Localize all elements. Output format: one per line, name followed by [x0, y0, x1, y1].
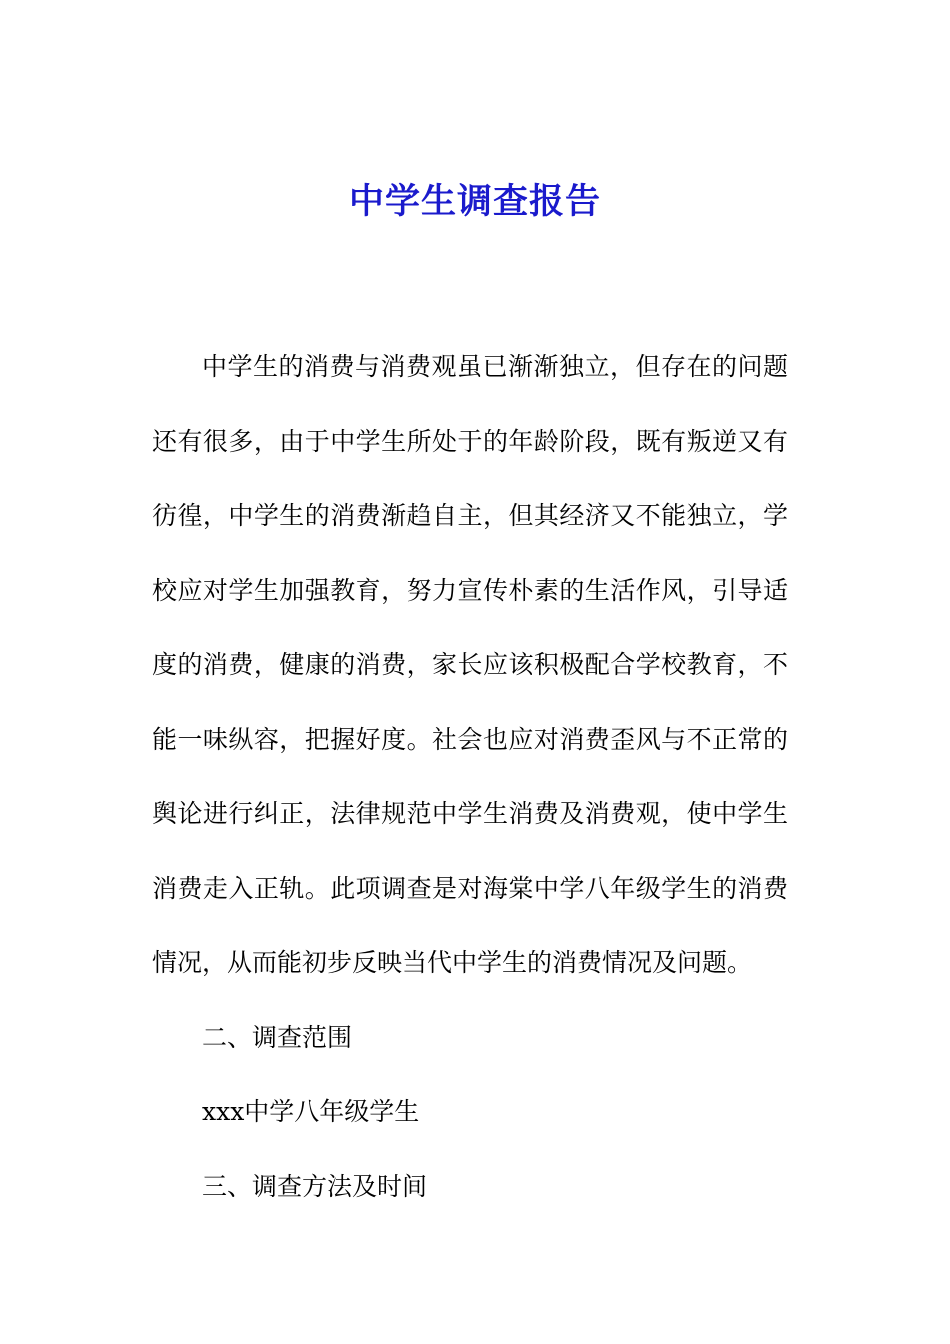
- scope-paragraph: xxx中学八年级学生: [202, 1097, 420, 1126]
- intro-paragraph: 中学生的消费与消费观虽已渐渐独立，但存在的问题还有很多，由于中学生所处于的年龄阶段，既有叛逆又有彷徨，中学生的消费渐趋自主，但其经济又不能独立，学校应对学生加强教育，努力宣传朴素的生活作风，引导适度的消费，健康的消费，家长应该积极配合学校教育，不能一味纵容，把握好度。社会也应对消费歪风与不正常的舆论进行纠正，法律规范中学生消费及消费观，使中学生消费走入正轨。此项调查是对海棠中学八年级学生的消费情况，从而能初步反映当代中学生的消费情况及问题。: [152, 352, 788, 977]
- section-heading-method: 三、调查方法及时间: [202, 1171, 428, 1201]
- document-body: [152, 330, 788, 1224]
- document-title: 中学生调查报告: [348, 181, 601, 222]
- section-heading-scope: 二、调查范围: [202, 1022, 353, 1052]
